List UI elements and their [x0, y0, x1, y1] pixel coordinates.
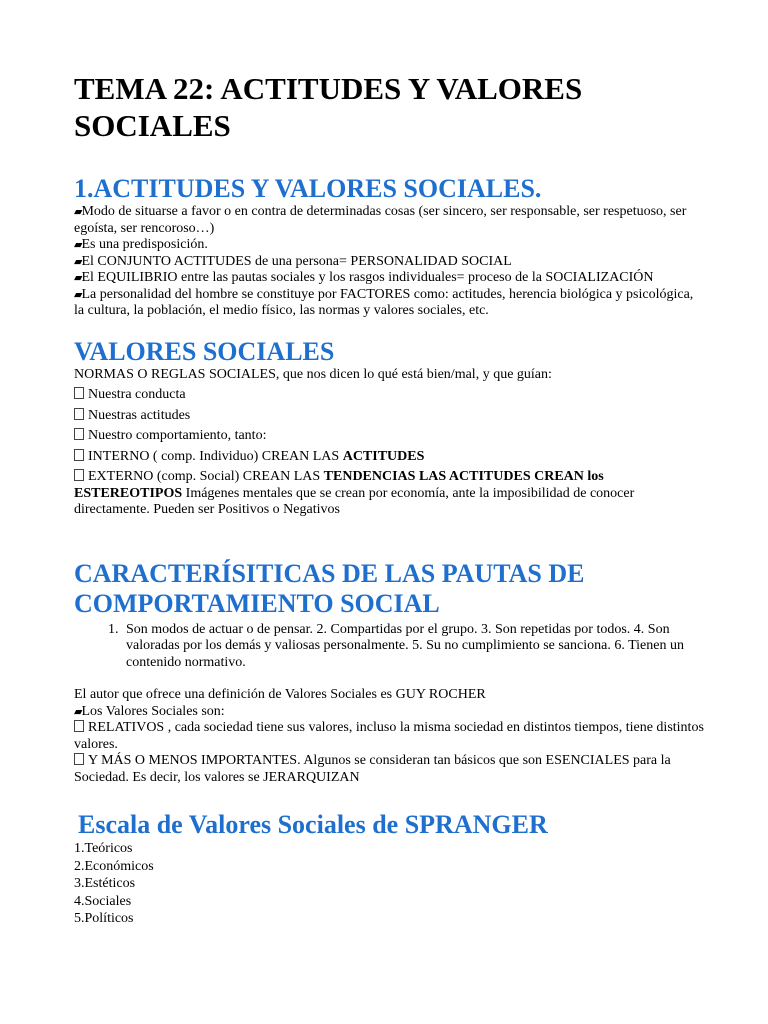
- list-item: 1. Son modos de actuar o de pensar. 2. Compartidas por el grupo. 3. Son repetidas por todos. 4. Son valoradas por los demás y valiosas personalmente. 5. Su no cumplimiento se sanciona. 6. Tienen un contenido normativo.: [122, 622, 704, 672]
- checkbox-icon: [74, 408, 84, 420]
- list-item: 5.Políticos: [74, 911, 134, 926]
- spranger-list: [74, 841, 704, 928]
- checkbox-icon: [74, 753, 84, 765]
- bullet-icon: ▰: [74, 288, 82, 301]
- checkbox-icon: [74, 449, 84, 461]
- checkbox-item: Nuestra conducta: [74, 387, 704, 404]
- checkbox-icon: [74, 469, 84, 481]
- section-1-heading: 1.ACTITUDES Y VALORES SOCIALES.: [74, 174, 542, 203]
- bullet-icon: ▰: [74, 705, 82, 718]
- bullet-item: ▰La personalidad del hombre se constituye por FACTORES como: actitudes, herencia biológica y psicológica, la cultura, la población, el medio físico, las normas y valores sociales, etc.: [74, 286, 694, 318]
- checkbox-item-importantes: Y MÁS O MENOS IMPORTANTES. Algunos se consideran tan básicos que son ESENCIALES para la Sociedad. Es decir, los valores se JERARQUIZAN: [74, 753, 671, 785]
- list-item: 3.Estéticos: [74, 876, 136, 891]
- document-title: TEMA 22: ACTITUDES Y VALORES SOCIALES: [74, 71, 583, 143]
- bullet-icon: ▰: [74, 255, 82, 268]
- bullet-item: ▰El EQUILIBRIO entre las pautas sociales y los rasgos individuales= proceso de la SOCIALIZACIÓN: [74, 270, 654, 285]
- list-item: 2.Económicos: [74, 858, 154, 874]
- checkbox-icon: [74, 428, 84, 440]
- section-1-bullets: [74, 204, 704, 320]
- bullet-item: ▰Los Valores Sociales son:: [74, 703, 225, 719]
- section-4-heading: Escala de Valores Sociales de SPRANGER: [78, 810, 548, 839]
- bullet-item: ▰Es una predisposición.: [74, 237, 208, 252]
- bullet-icon: ▰: [74, 272, 82, 284]
- checkbox-icon: [74, 720, 84, 732]
- checkbox-item-relativos: RELATIVOS , cada sociedad tiene sus valores, incluso la misma sociedad en distintos tiempos, tiene distintos valores.: [74, 720, 704, 752]
- author-line: El autor que ofrece una definición de Valores Sociales es GUY ROCHER: [74, 687, 486, 702]
- checkbox-item: Nuestro comportamiento, tanto:: [74, 428, 704, 445]
- section-2-intro: NORMAS O REGLAS SOCIALES, que nos dicen lo qué está bien/mal, y que guían:: [74, 366, 552, 382]
- section-2-heading: VALORES SOCIALES: [74, 336, 335, 366]
- bullet-icon: ▰: [74, 239, 82, 251]
- characteristics-list: [74, 622, 704, 672]
- document-page: [74, 70, 704, 928]
- list-item: 4.Sociales: [74, 893, 132, 909]
- checkbox-icon: [74, 387, 84, 399]
- list-item: 1.Teóricos: [74, 841, 133, 856]
- bullet-icon: ▰: [74, 206, 82, 218]
- bullet-item: ▰El CONJUNTO ACTITUDES de una persona= PERSONALIDAD SOCIAL: [74, 253, 512, 269]
- bullet-item: ▰Modo de situarse a favor o en contra de determinadas cosas (ser sincero, ser responsable, ser respetuoso, ser egoísta, ser rencoroso…): [74, 204, 687, 236]
- checkbox-item: Nuestras actitudes: [74, 408, 704, 425]
- section-3-heading: CARACTERÍSITICAS DE LAS PAUTAS DE COMPORTAMIENTO SOCIAL: [74, 558, 585, 618]
- checkbox-item-externo: EXTERNO (comp. Social) CREAN LAS TENDENCIAS LAS ACTITUDES CREAN los ESTEREOTIPOS Imágenes mentales que se crean por economía, ante la imposibilidad de conocer directamente. Pueden ser Positivos o Negativos: [74, 469, 635, 517]
- checkbox-item-interno: INTERNO ( comp. Individuo) CREAN LAS ACTITUDES: [74, 449, 704, 466]
